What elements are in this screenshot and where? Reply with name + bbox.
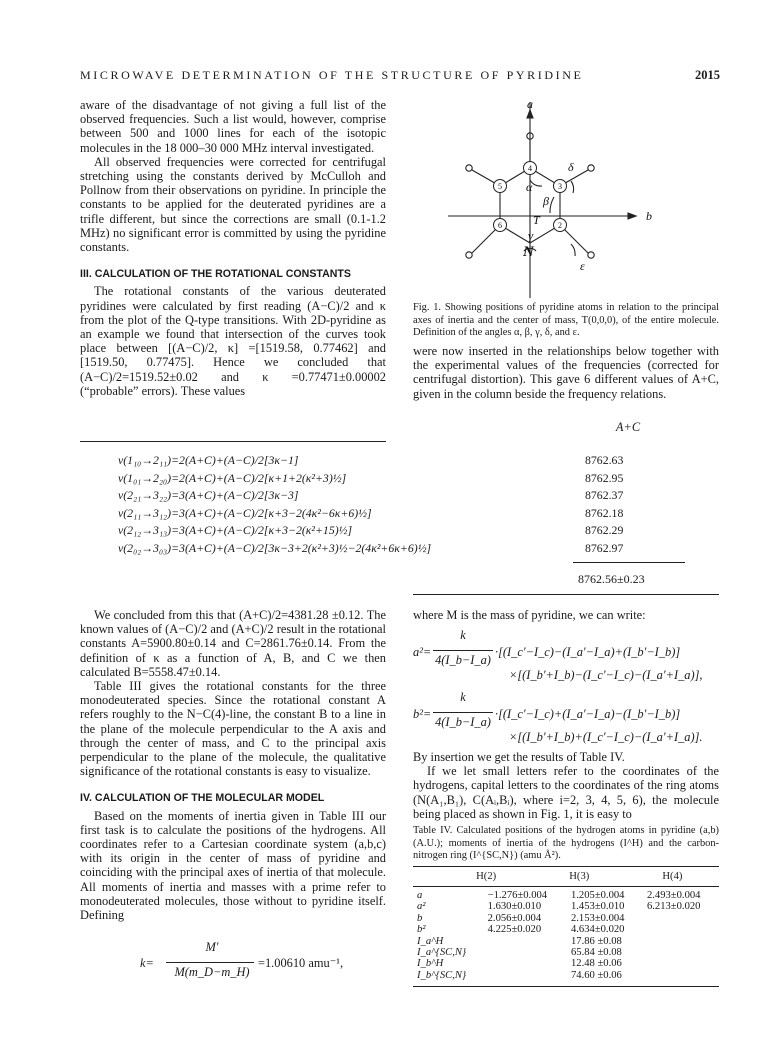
center-of-mass-label: T: [533, 213, 540, 227]
header-cell: H(3): [569, 871, 590, 883]
table-cell: [484, 947, 567, 958]
paragraph: If we let small letters refer to the coordinates of the hydrogens, capital letters to the coordinates of the ring atoms (N(A₁,B₁), C(Aᵢ,Bᵢ), where i=2, 3, 4, 5, 6), the molecule being placed as shown in Fig. 1, it is easy to: [413, 764, 719, 821]
table-4-body-grid: [413, 890, 719, 981]
a-squared-formula: [413, 628, 733, 692]
a2-line-1: ·[(I_c′−I_c)−(I_a′−I_a)+(I_b′−I_b)]: [495, 645, 681, 659]
paragraph: All observed frequencies were corrected for centrifugal stretching using the constants derived by McCulloh and Pollnow from their observations on pyridine. In principle the constants to be applied for the deuterated pyridines are a trifle different, but since the corrections are small (0.1-1.2 MHz) no significant error is committed by using the pyridine constants.: [80, 154, 386, 255]
a2-line-2: ×[(I_b′+I_b)−(I_c′−I_c)−(I_a′+I_a)],: [509, 668, 703, 682]
k-numerator: M′: [205, 940, 219, 954]
sum-rule: [573, 562, 685, 563]
frequency-relations: [118, 453, 738, 559]
row-label: b²: [417, 924, 426, 936]
k-denominator: M(m_D−m_H): [174, 965, 250, 979]
equation-lhs: ν(1₀₁→2₂₀)=2(A+C)+(A−C)/2[κ+1+2(κ²+3)½]: [118, 470, 347, 485]
paragraph: were now inserted in the relationships below together with the experimental values of the frequencies (corrected for centrifugal distortion). This gave 6 different values of A+C, given in the column beside the frequency relations.: [413, 344, 719, 401]
table-cell: [643, 924, 719, 935]
axis-b-label: b: [646, 209, 652, 223]
paragraph: By insertion we get the results of Table IV.: [413, 750, 625, 764]
table-4-body: [413, 890, 719, 981]
b2-denominator: 4(I_b−I_a): [435, 715, 491, 729]
caption-lead: Fig. 1.: [413, 302, 442, 313]
fraction-bar: [433, 712, 493, 713]
table-cell: [484, 958, 567, 969]
b2-lhs: b²=: [413, 707, 432, 721]
table-cell: 17.86 ±0.08: [570, 935, 622, 947]
table-cell: [643, 936, 719, 947]
equation-lhs: ν(2₁₁→3₁₂)=3(A+C)+(A−C)/2[κ+3−2(4κ²−6κ+6)½]: [118, 505, 372, 520]
paragraph: Table III gives the rotational constants for the three monodeuterated species. Since the rotational constant A refers roughly to the N−C(4)-line, the constant B to a line in the plane of the molecule perpendicular to the A axis and through the center of mass, and C to the principal axis perpendicular to the plane of the molecule, the qualitative significance of the rotational constants is easy to visualize.: [80, 679, 386, 779]
table-4-caption: [413, 825, 719, 863]
k-definition: [140, 940, 380, 982]
table-cell: 12.48 ±0.06: [570, 958, 622, 970]
table-cell: 4.634±0.020: [570, 924, 625, 936]
paragraph: Based on the moments of inertia given in Table III our first task is to calculate the positions of the hydrogens. All coordinates refer to a Cartesian coordinate system (a,b,c) with its origin in the center of mass of pyridine and coinciding with the principal axes of inertia of that molecule. All moments of inertia and masses with a prime refer to monodeuterated molecules, those without to pyridine itself. Defining: [80, 808, 386, 923]
table-cell: 1.630±0.010: [487, 901, 542, 913]
table-cell: 2.056±0.004: [487, 912, 542, 924]
row-label: I_b^H: [417, 958, 444, 970]
table-cell: 4.225±0.020: [487, 924, 542, 936]
page-number: 2015: [695, 68, 720, 82]
caption-text: Calculated positions of the hydrogen atoms in pyridine (a,b) (A.U.); moments of inertia of the hydrogens (I^H) and the carbon-nitrogen ring (I^{SC,N}) (amu Å²).: [413, 825, 720, 862]
atom-label: 3: [558, 182, 562, 191]
atom-label: 5: [498, 182, 502, 191]
alpha-label: α: [526, 180, 533, 194]
equation-lhs: ν(2₂₁→3₂₂)=3(A+C)+(A−C)/2[3κ−3]: [118, 488, 299, 503]
paragraph: aware of the disadvantage of not giving a full list of the observed frequencies. Such a list would, however, comprise between 500 and 1000 lines for each of the isotopic molecules in the 18 000–30 000 MHz interval investigated.: [80, 98, 386, 155]
figure-1-caption: [413, 302, 719, 340]
table-top-rule: [413, 866, 719, 867]
header-cell: H(2): [476, 871, 497, 883]
right-column-bottom-intro: [413, 608, 719, 622]
table-cell: [484, 936, 567, 947]
b2-numerator: k: [460, 690, 466, 704]
row-label: I_a^{SC,N}: [417, 947, 467, 959]
equation-value: 8762.63: [585, 453, 624, 467]
equation-row: [118, 523, 738, 541]
row-label: b: [417, 912, 423, 924]
beta-label: β: [543, 194, 549, 208]
table-bottom-rule: [413, 986, 719, 987]
table-cell: 6.213±0.020: [646, 901, 701, 913]
fraction-bar: [433, 650, 493, 651]
k-value: =1.00610 amu⁻¹,: [258, 956, 344, 970]
right-column-top: [413, 344, 719, 401]
equation-row: [118, 541, 738, 559]
table-header-rule: [413, 886, 719, 887]
atom-label: 6: [498, 221, 502, 230]
table-row: [413, 901, 719, 912]
table-cell: [643, 947, 719, 958]
table-row: [413, 936, 719, 947]
table-cell: [484, 970, 567, 981]
ac-column-header: A+C: [615, 420, 641, 434]
divider: [80, 441, 386, 442]
equation-row: [118, 471, 738, 489]
row-label: I_a^H: [417, 935, 444, 947]
equation-lhs: ν(1₁₀→2₁₁)=2(A+C)+(A−C)/2[3κ−1]: [118, 453, 299, 467]
table-cell: 2.493±0.004: [646, 890, 701, 901]
epsilon-label: ε: [580, 259, 585, 273]
a2-numerator: k: [460, 628, 466, 642]
b-squared-formula: [413, 690, 733, 754]
atom-label: 4: [528, 164, 532, 173]
paragraph: where M is the mass of pyridine, we can write:: [413, 608, 646, 622]
table-cell: [643, 913, 719, 924]
table-cell: 74.60 ±0.06: [570, 969, 622, 981]
pyridine-diagram: [420, 98, 720, 308]
nitrogen-label: N: [523, 244, 534, 260]
left-column-top: [80, 98, 386, 398]
table-row: [413, 970, 719, 981]
right-column-bottom: [413, 750, 719, 821]
axis-a-label: a: [527, 98, 533, 111]
running-header: [80, 68, 720, 84]
equation-lhs: ν(2₁₂→3₁₃)=3(A+C)+(A−C)/2[κ+3−2(κ²+15)½]: [118, 523, 353, 538]
header-cell: [413, 868, 440, 886]
equation-row: [118, 506, 738, 524]
equation-value: 8762.95: [585, 470, 624, 485]
section-heading: III. CALCULATION OF THE ROTATIONAL CONSTANTS: [80, 268, 351, 281]
header-cell: H(4): [662, 871, 683, 883]
equation-value: 8762.97: [585, 540, 624, 555]
table-row: [413, 958, 719, 969]
fraction-bar: [166, 962, 254, 963]
table-cell: −1.276±0.004: [487, 890, 548, 901]
table-4: [413, 868, 719, 886]
equation-lhs: ν(2₀₂→3₀₃)=3(A+C)+(A−C)/2[3κ−3+2(κ²+3)½−2(4κ²+6κ+6)½]: [118, 540, 432, 555]
table-cell: 65.84 ±0.08: [570, 947, 622, 959]
table-4-grid: [413, 868, 719, 886]
equation-value: 8762.37: [585, 488, 624, 503]
left-column-bottom: [80, 608, 386, 922]
caption-lead: Table IV.: [413, 825, 453, 836]
table-row: [413, 924, 719, 935]
a2-denominator: 4(I_b−I_a): [435, 653, 491, 667]
mean-value: 8762.56±0.23: [578, 572, 645, 586]
table-row: [413, 890, 719, 901]
row-label: a²: [417, 901, 426, 913]
table-cell: 1.453±0.010: [570, 901, 625, 913]
table-row: [413, 947, 719, 958]
table-cell: [643, 958, 719, 969]
b2-line-2: ×[(I_b′+I_b)+(I_c′−I_c)−(I_a′+I_a)].: [509, 730, 703, 744]
a2-lhs: a²=: [413, 645, 432, 659]
figure-1: [420, 98, 720, 308]
table-row: [413, 913, 719, 924]
equation-value: 8762.18: [585, 505, 624, 520]
table-cell: [643, 970, 719, 981]
table-cell: 1.205±0.004: [570, 890, 625, 901]
row-label: a: [417, 890, 423, 901]
delta-label: δ: [568, 160, 574, 174]
running-head-title: MICROWAVE DETERMINATION OF THE STRUCTURE OF PYRIDINE: [80, 68, 584, 82]
gamma-label: γ: [528, 228, 534, 243]
divider: [413, 594, 719, 595]
equation-row: [118, 453, 738, 471]
k-lhs: k=: [140, 956, 154, 970]
equation-row: [118, 488, 738, 506]
atom-label: 2: [558, 221, 562, 230]
row-label: I_b^{SC,N}: [417, 969, 467, 981]
paragraph: We concluded from this that (A+C)/2=4381.28 ±0.12. The known values of (A−C)/2 and (A+C)/2 result in the rotational constants A=5900.80±0.14 and C=2861.76±0.14. From the definition of κ as a function of A, B, and C we then calculated B=5558.47±0.14.: [80, 608, 386, 679]
paragraph: The rotational constants of the various deuterated pyridines were calculated by first reading (A−C)/2 and κ from the plot of the Q-type transitions. With 2D-pyridine as an example we found that intersection of the curves took place between [(A−C)/2, κ] =[1519.58, 0.77462] and [1519.50, 0.77475]. Hence we concluded that (A−C)/2=1519.52±0.02 and κ =0.77471±0.00002 (“probable” errors). These values: [80, 284, 386, 398]
table-header-row: [413, 868, 719, 886]
equation-value: 8762.29: [585, 523, 624, 538]
caption-text: Showing positions of pyridine atoms in relation to the principal axes of inertia and the center of mass, T(0,0,0), of the entire molecule. Definition of the angles α, β, γ, δ, and ε.: [413, 302, 719, 339]
b2-line-1: ·[(I_c′−I_c)+(I_a′−I_a)−(I_b′−I_b)]: [495, 707, 681, 721]
table-cell: 2.153±0.004: [570, 912, 625, 924]
section-heading: IV. CALCULATION OF THE MOLECULAR MODEL: [80, 792, 325, 805]
